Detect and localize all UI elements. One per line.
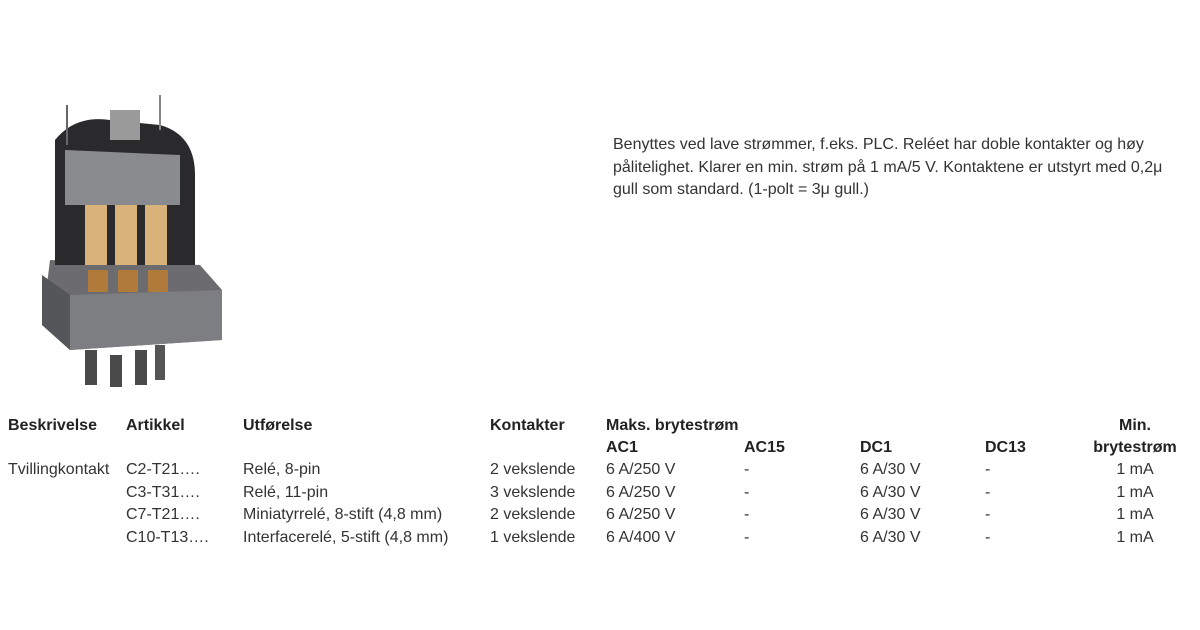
cell-min: 1 mA [1116, 461, 1154, 478]
cell-utforelse: Interfacerelé, 5-stift (4,8 mm) [243, 528, 449, 546]
cell-dc13: - [985, 528, 991, 546]
cell-ac1: 6 A/250 V [606, 506, 676, 523]
header-maks-brytestrom: Maks. brytestrøm [606, 417, 739, 434]
header-kontakter: Kontakter [490, 417, 565, 434]
cell-utforelse: Miniatyrrelé, 8-stift (4,8 mm) [243, 506, 443, 523]
cell-dc1: 6 A/30 V [860, 528, 921, 546]
cell-utforelse: Relé, 11-pin [243, 483, 329, 501]
header-utforelse: Utførelse [243, 417, 313, 434]
header-dc1: DC1 [860, 439, 893, 456]
cell-ac1: 6 A/250 V [606, 461, 676, 478]
cell-dc13: - [985, 461, 991, 478]
cell-dc1: 6 A/30 V [860, 506, 921, 523]
cell-kontakter: 3 vekslende [490, 483, 576, 501]
cell-ac15: - [744, 461, 750, 478]
cell-ac1: 6 A/250 V [606, 483, 676, 501]
cell-kontakter: 1 vekslende [490, 528, 576, 546]
cell-dc13: - [985, 483, 991, 501]
cell-artikkel: C10-T13…. [126, 528, 209, 546]
cell-min: 1 mA [1116, 506, 1154, 523]
cell-ac15: - [744, 483, 750, 501]
header-ac1: AC1 [606, 439, 639, 456]
cell-dc13: - [985, 506, 991, 523]
cell-min: 1 mA [1116, 483, 1154, 501]
cell-ac15: - [744, 528, 750, 546]
header-artikkel: Artikkel [126, 417, 185, 434]
header-min-1: Min. [1119, 417, 1151, 434]
cell-kontakter: 2 vekslende [490, 461, 576, 478]
cell-ac15: - [744, 506, 750, 523]
cell-artikkel: C7-T21…. [126, 506, 200, 523]
header-ac15: AC15 [744, 439, 785, 456]
product-description: Benyttes ved lave strømmer, f.eks. PLC. Reléet har doble kontakter og høy pålitelighet. Klarer en min. strøm på 1 mA/5 V. Kontaktene er utstyrt med 0,2μ gull som standard. (1-polt = 3μ gull.) [613, 136, 1163, 198]
header-min-2: brytestrøm [1093, 439, 1177, 456]
header-beskrivelse: Beskrivelse [8, 417, 97, 434]
cell-dc1: 6 A/30 V [860, 461, 921, 478]
cell-min: 1 mA [1116, 528, 1154, 546]
cell-dc1: 6 A/30 V [860, 483, 921, 501]
relay-product-image [30, 95, 230, 390]
header-dc13: DC13 [985, 439, 1026, 456]
cell-ac1: 6 A/400 V [606, 528, 676, 546]
cell-kontakter: 2 vekslende [490, 506, 576, 523]
cell-artikkel: C3-T31…. [126, 483, 200, 501]
cell-artikkel: C2-T21…. [126, 461, 200, 478]
group-label: Tvillingkontakt [8, 461, 110, 478]
cell-utforelse: Relé, 8-pin [243, 461, 321, 478]
